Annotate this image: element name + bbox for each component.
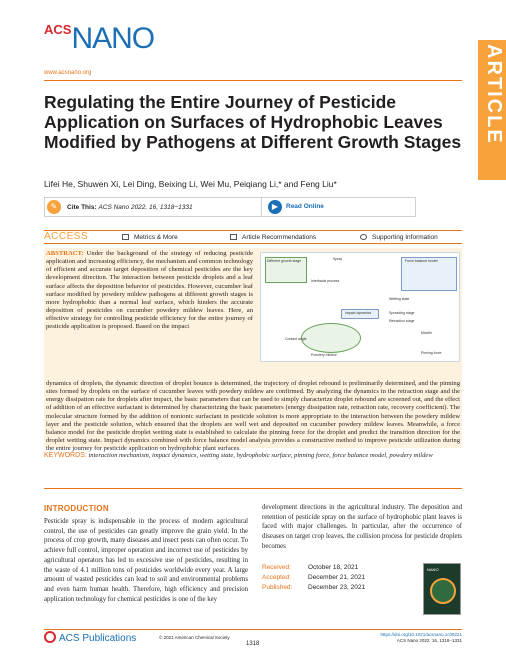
article-dates — [262, 563, 412, 593]
footer-rule — [44, 629, 462, 630]
abstract-part-2: dynamics of droplets, the dynamic direction of droplet bounce is determined, the trajectory of droplet rebound is preliminarily determined, and the pinning sites formed by droplets on the surface of cucumber leaves with powdery mildew are confirmed. By analyzing the dynamics in the retraction stage and the energy dissipation rate for droplets after impact, the basic parameters that can be used to simply characterize droplet rebound are screened out, and the effect of addition of an effective surfactant is determined by characterizing the basic parameters (energy dissipation rate, retraction rate, recovery coefficient). The molecular structure formed by the addition of nonionic surfactant in pesticide solution is more appropriate to the interaction between the powdery mildew layer and the pesticide solution, which ensured that the droplets are well wet and deposited on cucumber powdery mildew leaves. Meanwhile, a force balance model for the pesticide droplet wetting state is established to calculate the pinning force for the droplet and predict the transition direction for the droplet wetting state. Impact dynamics combined with force balance model analysis provides a constructive method to improve pesticide utilization during the entire journey for pesticide application on hydrophobic plant surfaces. — [46, 380, 460, 453]
doi-link[interactable]: https://doi.org/10.1021/acsnano.1c09221 — [380, 632, 462, 637]
cite-label: Cite This: — [67, 204, 97, 211]
cover-graphic — [430, 578, 456, 604]
toc-label: Contact angle — [285, 337, 307, 341]
journal-cover-thumbnail — [423, 563, 461, 615]
toc-label: Interfacial process — [311, 279, 340, 283]
leaf-illustration — [301, 323, 361, 353]
copyright: © 2021 American Chemical Society — [159, 635, 230, 640]
read-online-icon: ▶ — [268, 200, 282, 214]
cite-box — [44, 197, 416, 217]
toc-label: Retraction stage — [389, 319, 415, 323]
introduction-heading: INTRODUCTION — [44, 504, 109, 513]
cite-text — [67, 204, 193, 211]
toc-label: Force balance model — [405, 259, 438, 263]
section-rule — [44, 488, 462, 489]
journal-url[interactable]: www.acsnano.org — [44, 70, 92, 76]
page-number: 1318 — [246, 641, 260, 647]
footer-citation: ACS Nano 2022, 16, 1318−1331 — [396, 638, 462, 643]
toc-label: Different growth stage — [267, 259, 302, 263]
read-online-button[interactable] — [261, 197, 345, 217]
publisher-name: ACS Publications — [59, 633, 137, 644]
accepted-date: Accepted: December 21, 2021 — [262, 574, 366, 581]
toc-label: Impact dynamics — [345, 311, 372, 315]
introduction-left-column: Pesticide spray is indispensable in the process of modern agricultural control, the use of pesticides can greatly improve the grain yield. In the process of crop growth, many diseases and insect pests can often occur. To achieve full control, improper operation and incorrect use of pesticides by agricultural operators has led to excessive use of pesticides, resulting in the waste of 4.1 million tons of pesticides worldwide every year. A large amount of wasted pesticides can lead to soil and environmental problems and even harm human health. Therefore, high efficiency and precision application technology for chemical pesticides is one of the key — [44, 518, 248, 603]
toc-label: Wetting state — [389, 297, 410, 301]
journal-logo — [44, 22, 154, 56]
toc-label: Spreading stage — [389, 311, 415, 315]
keywords-label: KEYWORDS: — [44, 452, 87, 459]
cite-reference[interactable]: ACS Nano 2022, 16, 1318−1331 — [98, 204, 193, 211]
read-online-label: Read Online — [286, 203, 324, 210]
supporting-info-link[interactable] — [360, 234, 438, 241]
keywords — [44, 452, 462, 460]
access-label: ACCESS — [44, 231, 89, 242]
document-icon — [230, 234, 237, 240]
introduction-right-column: development directions in the agricultural industry. The deposition and retention of pesticide spray on the surface of hydrophobic plant leaves is faced with major challenges. In particular, after the occurrence of diseases on target crop leaves, the collision process for pesticide droplets becomes — [262, 504, 462, 550]
supporting-label: Supporting Information — [372, 234, 438, 241]
article-title: Regulating the Entire Journey of Pesticide Application on Surfaces of Hydrophobic Leaves Modified by Pathogens at Different Growth Stages — [44, 92, 462, 152]
received-date: Received: October 18, 2021 — [262, 564, 359, 571]
toc-label: Spray — [333, 257, 343, 261]
section-tab-label: ARTICLE — [483, 44, 505, 145]
bar-chart-icon — [122, 234, 129, 240]
cite-icon[interactable]: ✎ — [47, 200, 61, 214]
article-section-tab — [478, 40, 506, 180]
metrics-link[interactable] — [122, 234, 178, 241]
access-bar — [44, 230, 462, 244]
journal-name: NANO — [71, 22, 155, 55]
author-list[interactable]: Lifei He, Shuwen Xi, Lei Ding, Beixing Li, Wei Mu, Peiqiang Li,* and Feng Liu* — [44, 179, 337, 189]
keywords-text: interaction mechanism, impact dynamics, wetting state, hydrophobic surface, pinning force, force balance model, powdery mildew — [88, 452, 433, 459]
toc-label: Powdery mildew — [311, 353, 337, 357]
abstract-part-1 — [46, 250, 253, 332]
published-date: Published: December 23, 2021 — [262, 584, 366, 591]
metrics-label: Metrics & More — [134, 234, 178, 241]
recommendations-label: Article Recommendations — [242, 234, 317, 241]
acs-publications-icon — [44, 631, 56, 643]
doi-block — [378, 632, 462, 644]
top-rule — [44, 80, 462, 81]
recommendations-link[interactable] — [230, 234, 316, 241]
toc-label: Micelle — [421, 331, 432, 335]
cover-title: NANO — [427, 567, 439, 572]
abstract-label: ABSTRACT: — [46, 250, 84, 257]
plus-icon — [360, 234, 367, 240]
acs-publications-logo — [44, 631, 136, 644]
abstract-text-1: Under the background of the strategy of reducing pesticide application and increasing efficiency, the mechanism and common technology of efficient and accurate target deposition of chemical pesticides are the key development direction. The interaction between pesticide droplets and a leaf surface affects the deposition behavior of pesticides. However, cucumber leaf surface modified by powdery mildew pathogens at different growth stages is more hydrophobic than a normal leaf surface, which hinders the accurate deposition of pesticides on cucumber powdery mildew leaves. Here, an effective strategy for controlling pesticide efficiency for the entire journey of pesticide application is proposed. Based on the impact — [46, 250, 254, 331]
toc-graphic[interactable] — [260, 252, 460, 362]
acs-mark: ACS — [44, 22, 72, 37]
toc-label: Pinning force — [421, 351, 442, 355]
